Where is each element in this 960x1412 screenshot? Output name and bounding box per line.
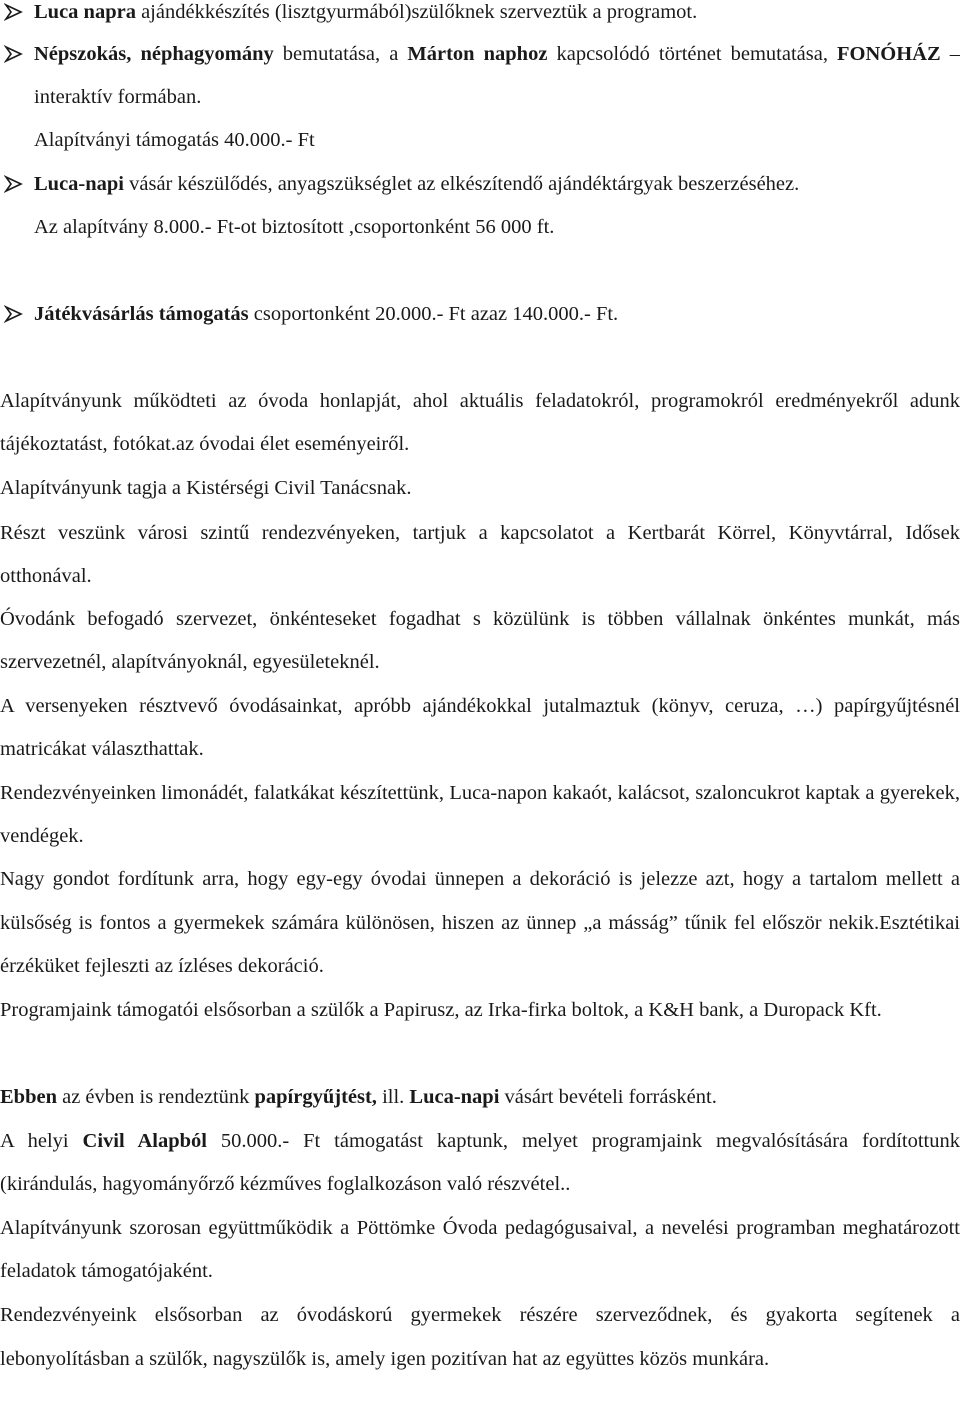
paragraph (0, 772, 960, 858)
paragraph (0, 1207, 960, 1293)
paragraph (0, 598, 960, 684)
bullet-note: Alapítványi támogatás 40.000.- Ft (34, 129, 315, 151)
paragraph (0, 471, 960, 506)
bold-text-run: Játékvásárlás támogatás (34, 303, 249, 325)
text-run: Részt veszünk városi szintű rendezvényeken, tartjuk a kapcsolatot a Kertbarát Körrel, Könyvtárral, Idősek otthonával. (0, 522, 960, 587)
bullet-text (34, 0, 960, 34)
bold-text-run: Márton naphoz (407, 43, 548, 65)
bold-text-run: papírgyűjtést, (254, 1086, 377, 1108)
text-run: Alapítványunk tagja a Kistérségi Civil Tanácsnak. (0, 477, 412, 499)
text-run: bemutatása, a (273, 43, 408, 65)
bullet-item (0, 33, 960, 162)
arrow-bullet-icon (4, 3, 24, 21)
text-run: Rendezvényeinken limonádét, falatkákat készítettünk, Luca-napon kakaót, kalácsot, szaloncukrot kaptak a gyerekek, vendégek. (0, 782, 960, 847)
paragraph (0, 1120, 960, 1206)
bold-text-run: Népszokás, néphagyomány (34, 43, 274, 65)
bullet-item (0, 163, 960, 249)
text-run: Nagy gondot fordítunk arra, hogy egy-egy óvodai ünnepen a dekoráció is jelezze azt, hogy a tartalom mellett a külsőség is fontos a gyermekek számára különösen, hiszen az ünnep „a másság” tűnik fel először nekik.Esztétikai érzéküket fejleszti az ízléses dekoráció. (0, 868, 960, 977)
text-run: kapcsolódó történet bemutatása, (547, 43, 838, 65)
paragraph (0, 512, 960, 598)
text-run: az évben is rendeztünk (56, 1086, 255, 1108)
arrow-bullet-icon (4, 175, 24, 193)
bold-text-run: Luca-napi (409, 1086, 500, 1108)
bullet-text (34, 33, 960, 119)
bold-text-run: Luca napra (34, 1, 136, 23)
paragraph (0, 1080, 960, 1115)
paragraph (0, 989, 960, 1033)
text-run: ajándékkészítés (lisztgyurmából)szülőknek szerveztük a programot. (135, 1, 698, 23)
bold-text-run: Ebben (0, 1086, 57, 1108)
paragraph (0, 1294, 960, 1381)
text-run: Rendezvényeink elsősorban az óvodáskorú gyermekek részére szerveződnek, és gyakorta segítenek a lebonyolításban a szülők, nagyszülők is, amely igen pozitívan hat az együttes közös munkára. (0, 1304, 960, 1370)
bold-text-run: FONÓHÁZ (837, 43, 941, 65)
paragraph (0, 685, 960, 771)
text-run: Óvodánk befogadó szervezet, önkénteseket fogadhat s közülünk is többen vállalnak önkéntes munkát, más szervezetnél, alapítványoknál, egyesületeknél. (0, 608, 960, 673)
bullet-text (34, 293, 960, 336)
arrow-bullet-icon (4, 305, 24, 323)
text-run: vásár készülődés, anyagszükséglet az elkészítendő ajándéktárgyak beszerzéséhez. (124, 173, 800, 195)
text-run: – interaktív formában. (34, 43, 960, 108)
arrow-bullet-icon (4, 45, 24, 63)
text-run: vásárt bevételi forrásként. (499, 1086, 717, 1108)
bullet-note: Az alapítvány 8.000.- Ft-ot biztosított ,csoportonként 56 000 ft. (34, 216, 555, 238)
bold-text-run: Civil Alapból (82, 1130, 207, 1152)
paragraph (0, 858, 960, 989)
text-run: Alapítványunk működteti az óvoda honlapját, ahol aktuális feladatokról, programokról eredményekről adunk tájékoztatást, fotókat.az óvodai élet eseményeiről. (0, 390, 960, 455)
paragraph (0, 380, 960, 466)
text-run: csoportonként 20.000.- Ft azaz 140.000.- Ft. (248, 303, 619, 325)
text-run: Programjaink támogatói elsősorban a szülők a Papirusz, az Irka-firka boltok, a K&H bank, a Duropack Kft. (0, 999, 882, 1021)
text-run: Alapítványunk szorosan együttműködik a Pöttömke Óvoda pedagógusaival, a nevelési programban meghatározott feladatok támogatójaként. (0, 1217, 960, 1282)
bold-text-run: Luca-napi (34, 173, 124, 195)
bullet-item (0, 0, 960, 34)
text-run: ill. (376, 1086, 410, 1108)
text-run: A helyi (0, 1130, 83, 1152)
text-run: A versenyeken résztvevő óvodásainkat, apróbb ajándékokkal jutalmaztuk (könyv, ceruza, …) papírgyűjtésnél matricákat választhattak. (0, 695, 960, 760)
bullet-item (0, 293, 960, 336)
text-run: 50.000.- Ft támogatást kaptunk, melyet programjaink megvalósítására fordítottunk (kirándulás, hagyományőrző kézműves foglalkozáson való részvétel.. (0, 1130, 960, 1195)
bullet-text (34, 163, 960, 206)
